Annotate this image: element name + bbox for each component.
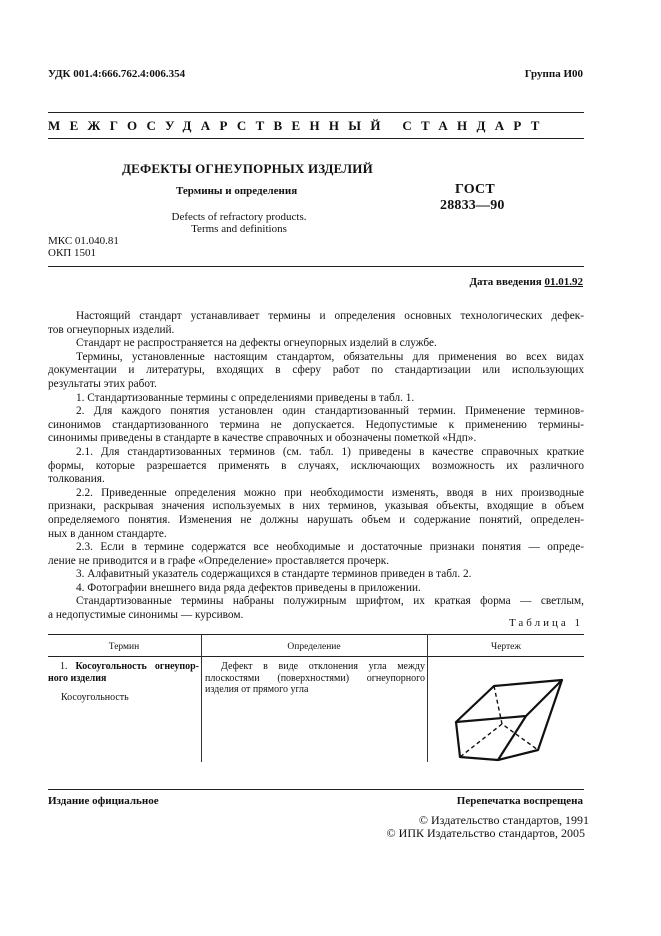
body-line: Настоящий стандарт устанавливает термины и определения основных технологических дефек- bbox=[76, 310, 584, 322]
group-code: Группа И00 bbox=[524, 68, 583, 80]
body-line: Стандарт не распространяется на дефекты огнеупорных изделий в службе. bbox=[76, 337, 437, 350]
skewed-brick-icon bbox=[440, 664, 580, 762]
banner-divider bbox=[48, 138, 584, 139]
column-divider bbox=[201, 634, 202, 762]
body-line: 1. Стандартизованные термины с определениями приведены в табл. 1. bbox=[76, 391, 415, 404]
interstate-standard-banner: МЕЖГОСУДАРСТВЕННЫЙ СТАНДАРТ bbox=[48, 118, 549, 133]
body-line: формы, которые разрешается применять в случаях, исключающих возможность их различного bbox=[48, 459, 584, 472]
term-name: Косоугольность огнеупор- bbox=[75, 661, 200, 672]
body-line: Стандартизованные термины набраны полужирным шрифтом, их краткая форма — светлым, bbox=[76, 595, 584, 608]
okp-code: ОКП 1501 bbox=[48, 247, 96, 259]
column-header-term: Термин bbox=[108, 642, 140, 652]
official-edition-label: Издание официальное bbox=[48, 795, 159, 807]
body-line: ных в данном стандарте. bbox=[48, 527, 167, 540]
gost-number: 28833—90 bbox=[440, 198, 505, 213]
copyright-2005: © ИПК Издательство стандартов, 2005 bbox=[386, 826, 585, 840]
introduction-date-value: 01.01.92 bbox=[544, 276, 583, 288]
definition-line: Дефект в виде отклонения угла между bbox=[221, 661, 425, 672]
body-line: 3. Алфавитный указатель содержащихся в стандарте терминов приведен в табл. 2. bbox=[76, 568, 472, 581]
introduction-date bbox=[469, 276, 583, 288]
footer-divider bbox=[48, 789, 584, 790]
mks-code: МКС 01.040.81 bbox=[48, 235, 119, 247]
body-line: результаты этих работ. bbox=[48, 377, 157, 390]
definition-line: плоскостями (поверхностями) огнеупорного bbox=[205, 672, 425, 684]
english-title-line2: Terms and definitions bbox=[191, 223, 287, 235]
definition-line: изделия от прямого угла bbox=[205, 684, 309, 695]
introduction-date-label: Дата введения bbox=[469, 276, 545, 288]
body-line: документации и литературы, входящих в сферу работ по стандартизации или использующих bbox=[48, 364, 584, 377]
column-header-definition: Определение bbox=[287, 642, 341, 652]
table-top-border bbox=[48, 634, 584, 635]
term-line-2: ного изделия bbox=[48, 672, 107, 684]
udk-code: УДК 001.4:666.762.4:006.354 bbox=[48, 68, 186, 80]
body-line: 2.2. Приведенные определения можно при необходимости изменять, вводя в них производные bbox=[76, 486, 584, 499]
body-line: ление не приводится и в графе «Определение» проставляется прочерк. bbox=[48, 554, 390, 567]
term-cell bbox=[48, 661, 199, 704]
body-line: толкования. bbox=[48, 473, 105, 486]
body-line: а недопустимые синонимы — курсивом. bbox=[48, 609, 244, 622]
table-caption: Таблица 1 bbox=[508, 617, 583, 629]
body-line: Термины, установленные настоящим стандартом, обязательны для применения во всех видах bbox=[76, 350, 584, 363]
body-line: 2.3. Если в термине содержатся все необходимые и достаточные признаки понятия — опреде- bbox=[76, 541, 584, 554]
body-line: синонимы приведены в стандарте в качестве справочных и обозначены пометкой «Ндп». bbox=[48, 432, 477, 445]
body-line: тов огнеупорных изделий. bbox=[48, 323, 175, 336]
definition-cell bbox=[205, 661, 425, 696]
top-divider bbox=[48, 112, 584, 113]
body-line: признаки, раскрывая значения используемых в них терминов, указывая объекты, входящие в объем bbox=[48, 500, 584, 513]
body-line: определяемого понятия. Изменения не должны нарушать объем и содержание понятий, определен- bbox=[48, 513, 584, 526]
term-number: 1. bbox=[60, 661, 76, 672]
gost-label: ГОСТ bbox=[455, 182, 495, 197]
copyright-1991: © Издательство стандартов, 1991 bbox=[418, 813, 589, 827]
table-header-border bbox=[48, 656, 584, 657]
column-divider bbox=[427, 634, 428, 762]
reprint-prohibited-label: Перепечатка воспрещена bbox=[456, 795, 583, 807]
body-line: синонимов стандартизованного термина не допускается. Недопустимые к применению термины- bbox=[48, 418, 584, 431]
body-line: 4. Фотографии внешнего вида ряда дефектов приведены в приложении. bbox=[76, 581, 421, 594]
title-divider bbox=[48, 266, 584, 267]
body-line: 2.1. Для стандартизованных терминов (см. табл. 1) приведены в качестве справочных краткие bbox=[76, 445, 584, 458]
body-text bbox=[48, 310, 584, 623]
body-line: 2. Для каждого понятия установлен один стандартизованный термин. Применение терминов- bbox=[76, 405, 584, 418]
column-header-drawing: Чертеж bbox=[491, 642, 521, 652]
english-title-line1: Defects of refractory products. bbox=[171, 211, 307, 223]
document-subtitle: Термины и определения bbox=[176, 185, 298, 197]
term-line-1 bbox=[48, 661, 199, 673]
document-title: ДЕФЕКТЫ ОГНЕУПОРНЫХ ИЗДЕЛИЙ bbox=[122, 161, 373, 176]
skewed-brick-drawing bbox=[440, 664, 580, 762]
term-short-form: Косоугольность bbox=[61, 692, 129, 703]
